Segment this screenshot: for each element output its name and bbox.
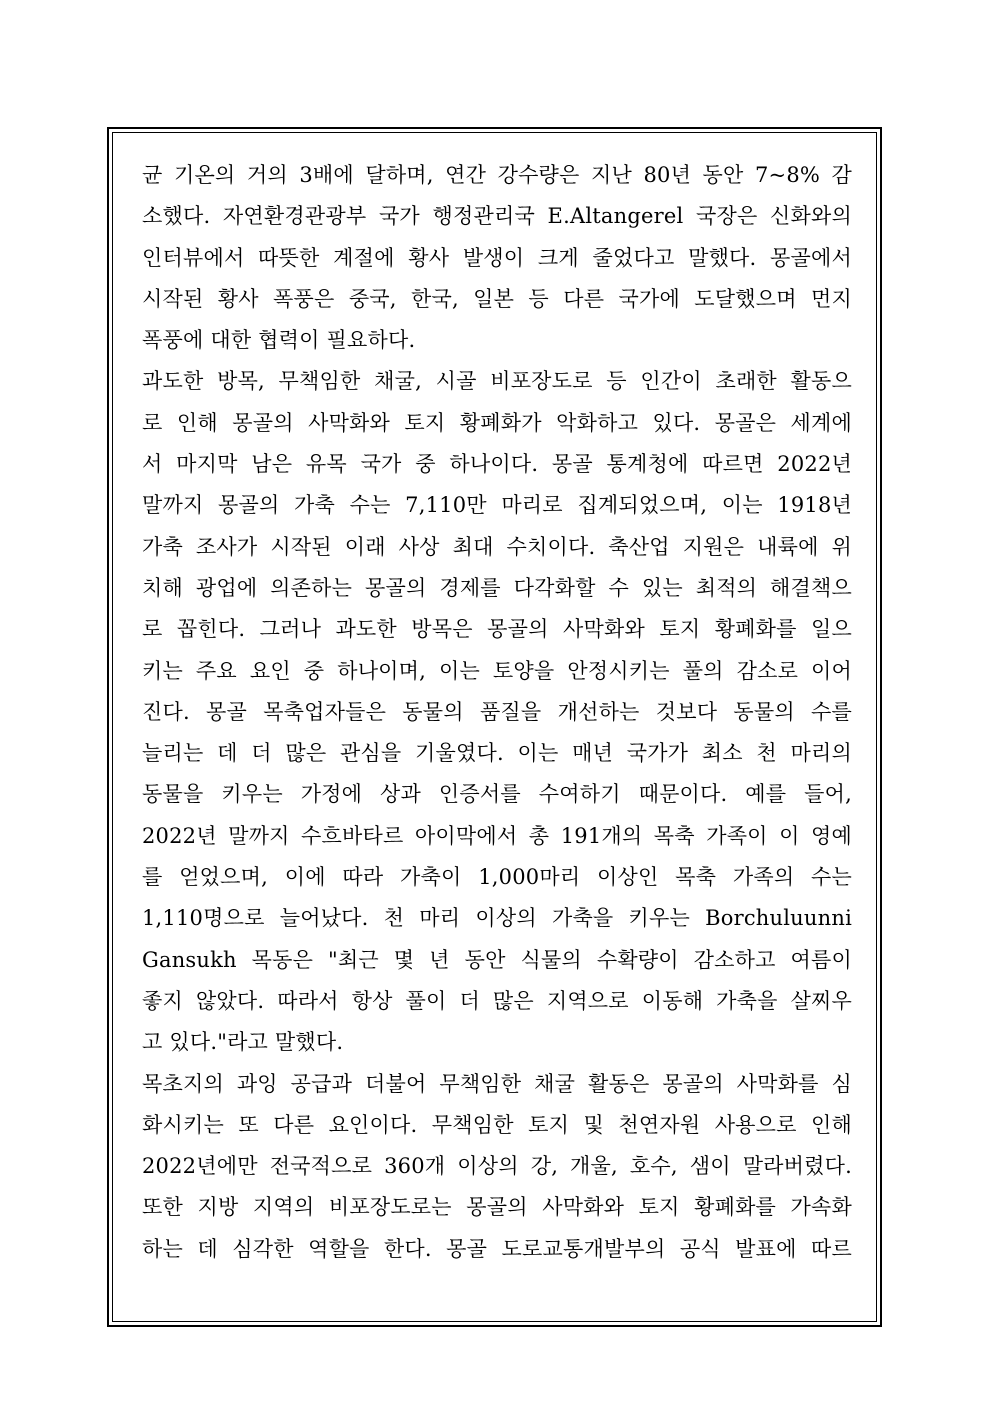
text-line: 인터뷰에서 따뜻한 계절에 황사 발생이 크게 줄었다고 말했다. 몽골에서 [142, 245, 852, 270]
text-line: 화시키는 또 다른 요인이다. 무책임한 토지 및 천연자원 사용으로 인해 [142, 1112, 852, 1137]
text-line: 가축 조사가 시작된 이래 사상 최대 수치이다. 축산업 지원은 내륙에 위 [142, 534, 852, 559]
text-line: 과도한 방목, 무책임한 채굴, 시골 비포장도로 등 인간이 초래한 활동으 [142, 369, 852, 394]
text-line: 균 기온의 거의 3배에 달하며, 연간 강수량은 지난 80년 동안 7~8% 감 [142, 163, 852, 187]
text-line: 시작된 황사 폭풍은 중국, 한국, 일본 등 다른 국가에 도달했으며 먼지 [142, 286, 852, 311]
text-line: 소했다. 자연환경관광부 국가 행정관리국 E.Altangerel 국장은 신화와의 [142, 204, 852, 229]
text-line: 진다. 몽골 목축업자들은 동물의 품질을 개선하는 것보다 동물의 수를 [142, 699, 852, 724]
text-line: 동물을 키우는 가정에 상과 인증서를 수여하기 때문이다. 예를 들어, [142, 782, 852, 807]
text-line: 늘리는 데 더 많은 관심을 기울였다. 이는 매년 국가가 최소 천 마리의 [142, 741, 852, 766]
text-line: 좋지 않았다. 따라서 항상 풀이 더 많은 지역으로 이동해 가축을 살찌우 [142, 988, 852, 1013]
text-line: 서 마지막 남은 유목 국가 중 하나이다. 몽골 통계청에 따르면 2022년 [142, 452, 852, 477]
text-line: 목초지의 과잉 공급과 더불어 무책임한 채굴 활동은 몽골의 사막화를 심 [142, 1071, 852, 1096]
text-line: 로 꼽힌다. 그러나 과도한 방목은 몽골의 사막화와 토지 황폐화를 일으 [142, 617, 852, 642]
text-line: 2022년에만 전국적으로 360개 이상의 강, 개울, 호수, 샘이 말라버렸다. [142, 1154, 852, 1179]
text-line: 치해 광업에 의존하는 몽골의 경제를 다각화할 수 있는 최적의 해결책으 [142, 575, 852, 600]
text-line: 로 인해 몽골의 사막화와 토지 황폐화가 악화하고 있다. 몽골은 세계에 [142, 410, 852, 435]
text-line: 말까지 몽골의 가축 수는 7,110만 마리로 집계되었으며, 이는 1918년 [142, 493, 852, 518]
document-body [142, 155, 852, 1270]
text-line: 2022년 말까지 수흐바타르 아이막에서 총 191개의 목축 가족이 이 영예 [142, 823, 852, 848]
text-line: 또한 지방 지역의 비포장도로는 몽골의 사막화와 토지 황폐화를 가속화 [142, 1195, 852, 1220]
text-line: 하는 데 심각한 역할을 한다. 몽골 도로교통개발부의 공식 발표에 따르 [142, 1236, 852, 1261]
text-line: 폭풍에 대한 협력이 필요하다. [142, 328, 416, 353]
text-line: 를 얻었으며, 이에 따라 가축이 1,000마리 이상인 목축 가족의 수는 [142, 865, 852, 890]
text-line: 키는 주요 요인 중 하나이며, 이는 토양을 안정시키는 풀의 감소로 이어 [142, 658, 852, 683]
text-line: Gansukh 목동은 "최근 몇 년 동안 식물의 수확량이 감소하고 여름이 [142, 947, 852, 972]
text-line: 1,110명으로 늘어났다. 천 마리 이상의 가축을 키우는 Borchuluunni [142, 906, 852, 931]
text-line: 고 있다."라고 말했다. [142, 1030, 344, 1055]
